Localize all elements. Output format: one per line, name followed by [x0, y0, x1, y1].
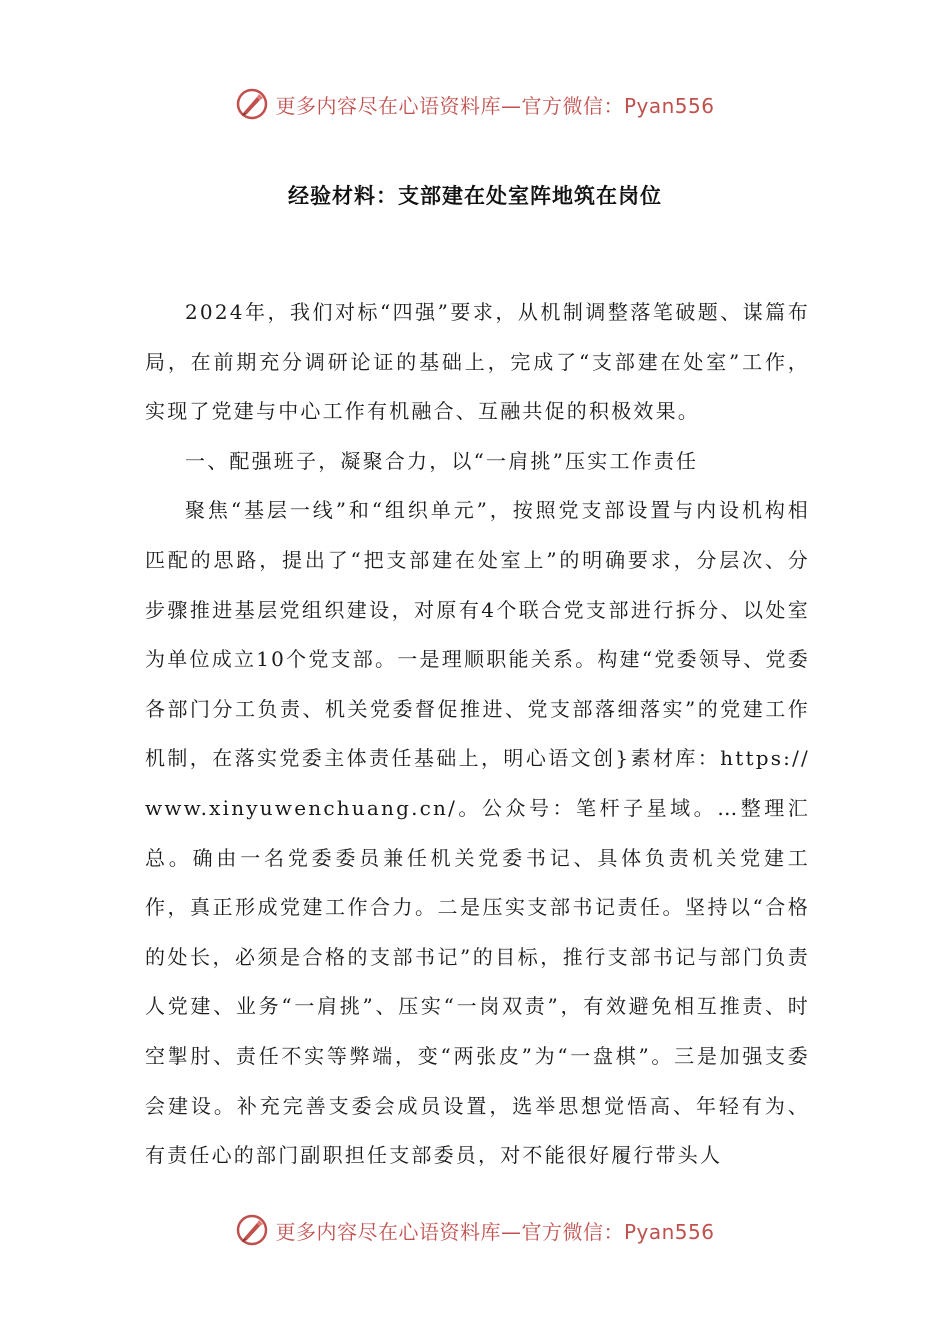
document-title: 经验材料：支部建在处室阵地筑在岗位 [288, 184, 662, 208]
pen-logo-icon [235, 1213, 269, 1247]
document-body [145, 288, 810, 1181]
pen-logo-icon [235, 87, 269, 121]
section-heading-1: 一、配强班子，凝聚合力，以“一肩挑”压实工作责任 [185, 448, 699, 473]
paragraph-section-1: 聚焦“基层一线”和“组织单元”，按照党支部设置与内设机构相匹配的思路，提出了“把支部建在处室上”的明确要求，分层次、分步骤推进基层党组织建设，对原有4个联合党支部进行拆分、以处室为单位成立10个党支部。一是理顺职能关系。构建“党委领导、党委各部门分工负责、机关党委督促推进、党支部落细落实”的党建工作机制，在落实党委主体责任基础上，明心语文创}素材库：https://www.xinyuwenchuang.cn/。公众号：笔杆子星域。…整理汇总。确由一名党委委员兼任机关党委书记、具体负责机关党建工作，真正形成党建工作合力。二是压实支部书记责任。坚持以“合格的处长，必须是合格的支部书记”的目标，推行支部书记与部门负责人党建、业务“一肩挑”、压实“一岗双责”，有效避免相互推责、时空掣肘、责任不实等弊端，变“两张皮”为“一盘棋”。三是加强支委会建设。补充完善支委会成员设置，选举思想觉悟高、年轻有为、有责任心的部门副职担任支部委员，对不能很好履行带头人 [145, 498, 810, 1168]
paragraph-intro: 2024年，我们对标“四强”要求，从机制调整落笔破题、谋篇布局，在前期充分调研论证的基础上，完成了“支部建在处室”工作，实现了党建与中心工作有机融合、互融共促的积极效果。 [145, 300, 810, 424]
watermark-text: 更多内容尽在心语资料库—官方微信：Pyan556 [275, 93, 715, 118]
watermark-text: 更多内容尽在心语资料库—官方微信：Pyan556 [275, 1219, 715, 1244]
watermark-footer [0, 1210, 950, 1250]
watermark-header [0, 84, 950, 124]
